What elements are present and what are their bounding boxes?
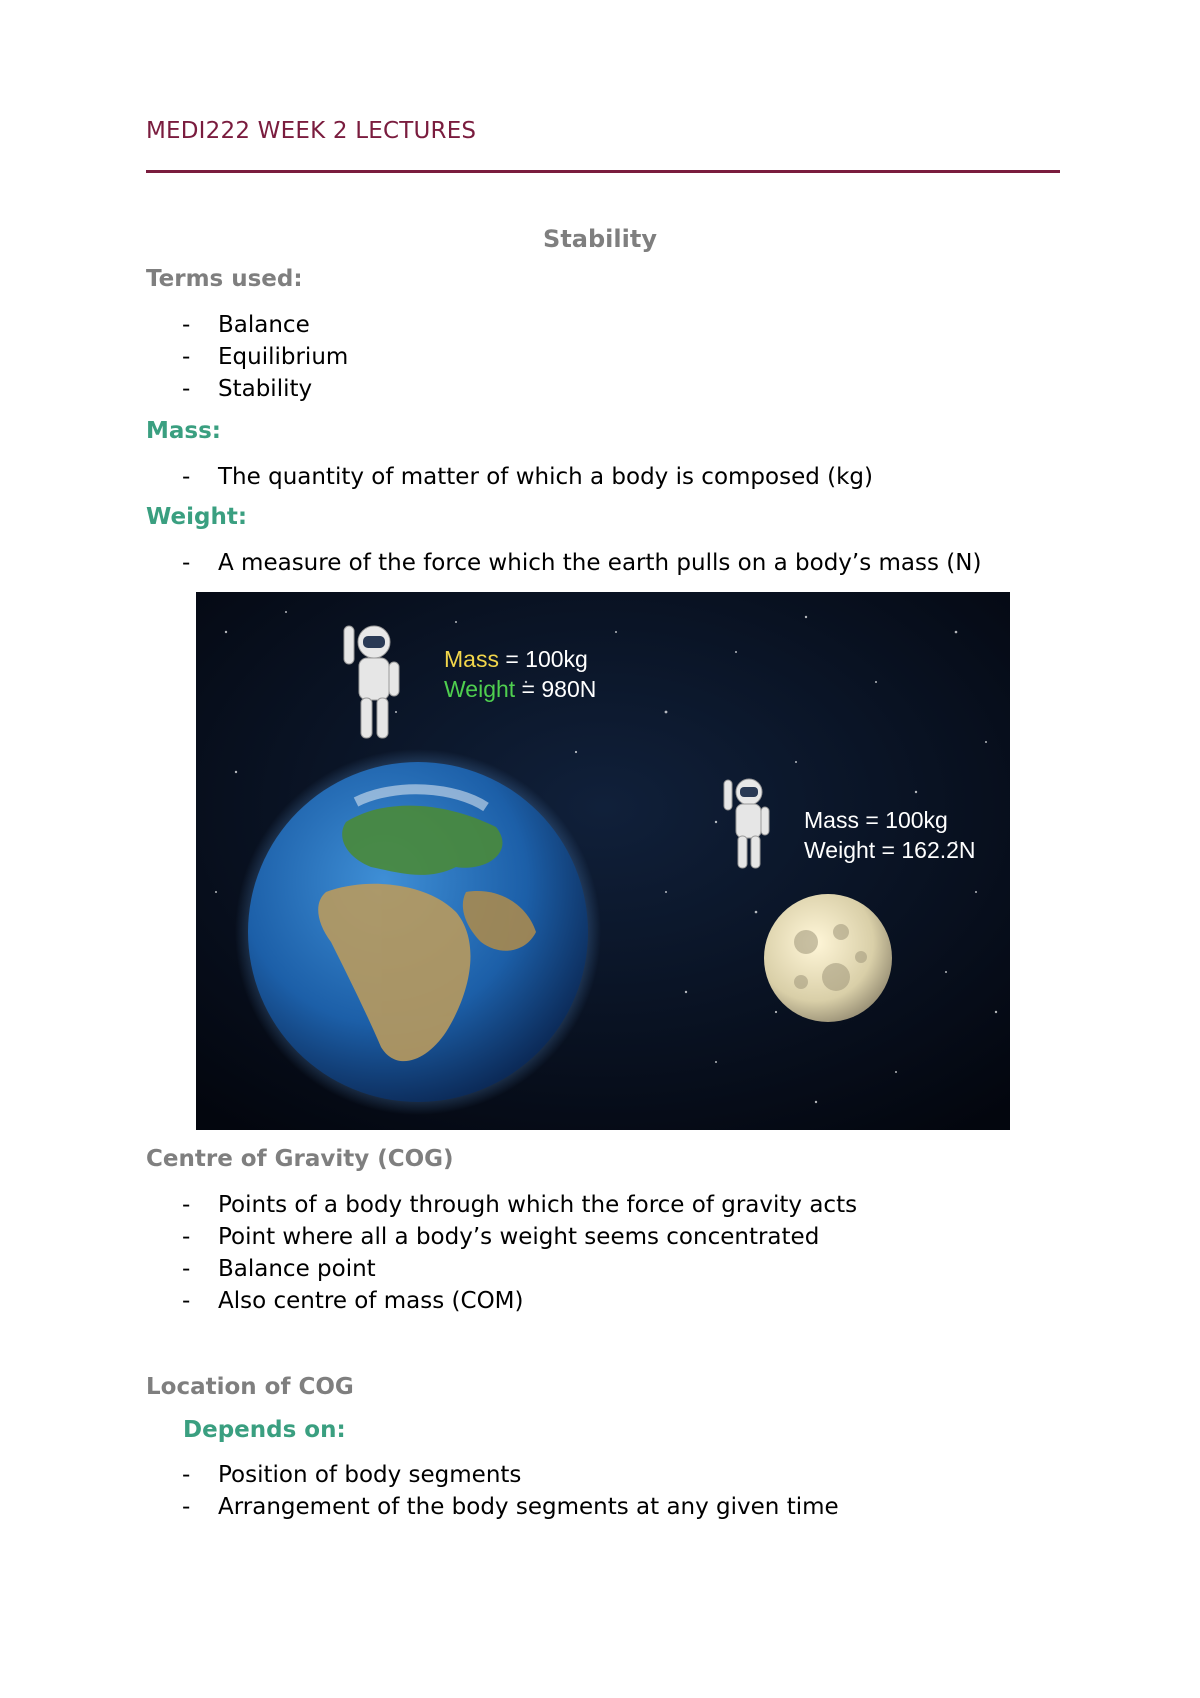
- cog-list: [146, 1189, 857, 1317]
- list-item: [146, 1189, 857, 1221]
- earth-weight-line: [444, 674, 596, 704]
- list-item: [146, 1285, 857, 1317]
- list-item: [146, 1491, 839, 1523]
- bullet-dash: -: [182, 1288, 191, 1314]
- list-item-text: Position of body segments: [218, 1462, 522, 1488]
- earth-weight-word: Weight: [444, 676, 516, 702]
- list-item: [146, 547, 981, 579]
- list-item-text: Equilibrium: [218, 344, 349, 370]
- bullet-dash: -: [182, 1494, 191, 1520]
- bullet-dash: -: [182, 1462, 191, 1488]
- list-item: [146, 341, 348, 373]
- list-item: [146, 373, 348, 405]
- bullet-dash: -: [182, 1224, 191, 1250]
- list-item-text: A measure of the force which the earth pulls on a body’s mass (N): [218, 550, 982, 576]
- moon-weight-line: Weight = 162.2N: [804, 837, 976, 863]
- bullet-dash: -: [182, 1192, 191, 1218]
- list-item-text: Arrangement of the body segments at any given time: [218, 1494, 839, 1520]
- earth-mass-line: [444, 644, 596, 674]
- mass-list: [146, 461, 873, 493]
- earth-moon-figure: [196, 592, 1010, 1130]
- bullet-dash: -: [182, 1256, 191, 1282]
- earth-weight-value: = 980N: [515, 676, 597, 702]
- list-item-text: Balance point: [218, 1256, 376, 1282]
- bullet-dash: -: [182, 550, 191, 576]
- list-item-text: Point where all a body’s weight seems concentrated: [218, 1224, 820, 1250]
- moon-label: [804, 805, 976, 865]
- list-item-text: Also centre of mass (COM): [218, 1288, 524, 1314]
- bullet-dash: -: [182, 464, 191, 490]
- list-item: [146, 1221, 857, 1253]
- list-item-text: Balance: [218, 312, 310, 338]
- location-heading: Location of COG: [146, 1374, 354, 1400]
- location-subheading: Depends on:: [183, 1417, 346, 1443]
- list-item: [146, 1459, 839, 1491]
- bullet-dash: -: [182, 344, 191, 370]
- weight-list: [146, 547, 981, 579]
- moon-mass-line: Mass = 100kg: [804, 807, 948, 833]
- mass-heading: Mass:: [146, 418, 221, 444]
- list-item: [146, 461, 873, 493]
- bullet-dash: -: [182, 376, 191, 402]
- weight-heading: Weight:: [146, 504, 248, 530]
- list-item: [146, 309, 348, 341]
- terms-list: [146, 309, 348, 405]
- list-item: [146, 1253, 857, 1285]
- earth-mass-word: Mass: [444, 646, 499, 672]
- location-list: [146, 1459, 839, 1523]
- page-header-title: MEDI222 WEEK 2 LECTURES: [146, 118, 477, 144]
- list-item-text: The quantity of matter of which a body is composed (kg): [218, 464, 873, 490]
- earth-mass-value: = 100kg: [498, 646, 588, 672]
- list-item-text: Stability: [218, 376, 313, 402]
- terms-heading: Terms used:: [146, 266, 303, 292]
- cog-heading: Centre of Gravity (COG): [146, 1146, 454, 1172]
- moon-globe: [764, 894, 892, 1022]
- bullet-dash: -: [182, 312, 191, 338]
- header-rule: [146, 170, 1060, 173]
- page-title: Stability: [543, 225, 657, 253]
- list-item-text: Points of a body through which the force of gravity acts: [218, 1192, 858, 1218]
- earth-label: [444, 644, 596, 704]
